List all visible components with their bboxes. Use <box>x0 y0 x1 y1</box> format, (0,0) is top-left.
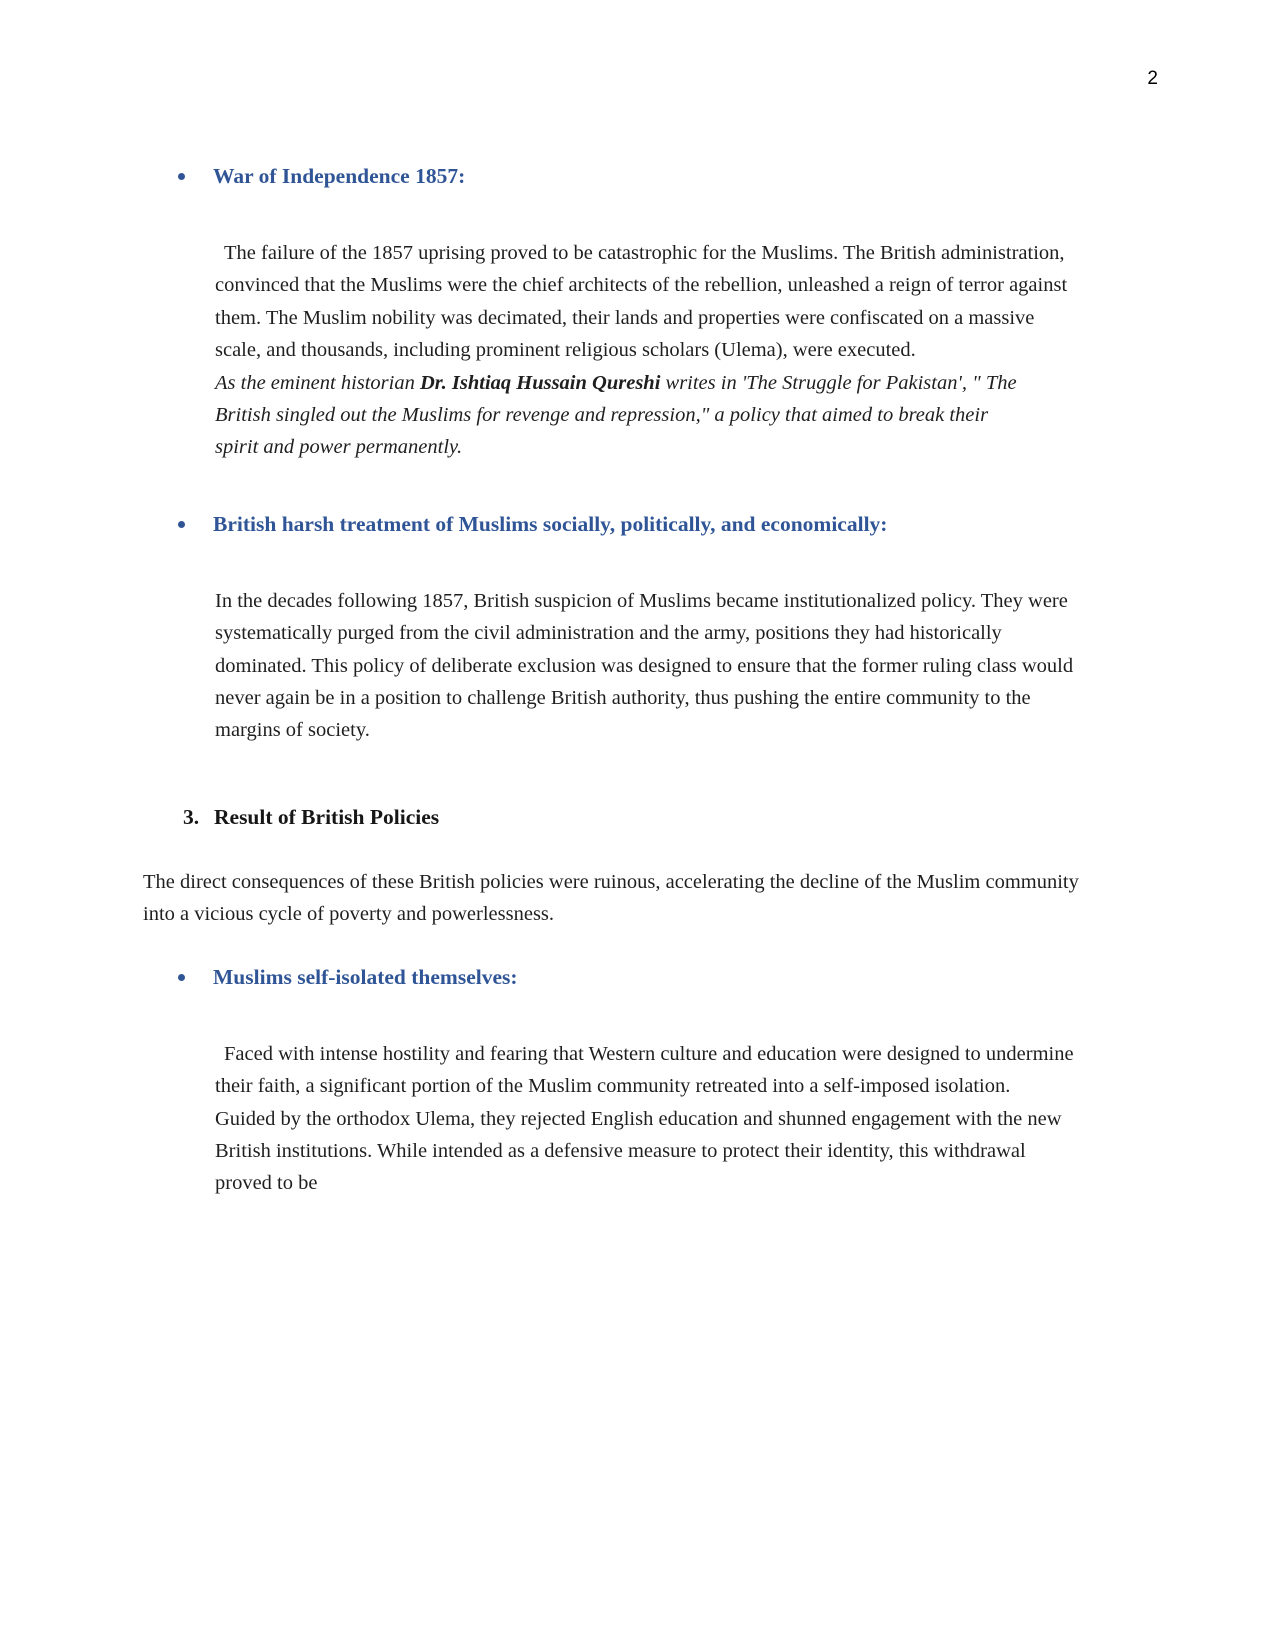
paragraph-result-intro: The direct consequences of these British policies were ruinous, accelerating the decline of the Muslim community into a vicious cycle of poverty and powerlessness. <box>143 870 1079 926</box>
spacer <box>0 994 1275 1038</box>
bullet-heading-label: War of Independence 1857: <box>213 164 466 188</box>
spacer <box>0 747 1275 805</box>
quote-author-name: Dr. Ishtiaq Hussain Qureshi <box>419 371 661 394</box>
numbered-heading-label: Result of British Policies <box>214 804 440 829</box>
bullet-heading-label: British harsh treatment of Muslims socially, politically, and economically: <box>213 511 888 536</box>
spacer <box>0 830 1275 866</box>
page-content <box>0 160 1275 1200</box>
numbered-heading-number: 3. <box>183 804 200 829</box>
page-number: 2 <box>1147 68 1158 89</box>
quote-rest-text: writes in 'The Struggle for Pakistan', " The British singled out the Muslims for revenge and repression," a policy that aimed to break their spirit and power permanently. <box>215 371 1017 459</box>
quote-lead-text: As the eminent historian <box>215 371 420 394</box>
bullet-heading-british-harsh-treatment <box>0 508 1275 541</box>
paragraph-muslims-self-isolated: Faced with intense hostility and fearing that Western culture and education were designed to undermine their faith, a significant portion of the Muslim community retreated into a self-imposed isolation. Guided by the orthodox Ulema, they rejected English education and shunned engagement with the new British institutions. While intended as a defensive measure to protect their identity, this withdrawal proved to be <box>215 1042 1074 1195</box>
bullet-heading-war-of-independence <box>0 160 1275 193</box>
bullet-heading-muslims-self-isolated <box>0 961 1275 994</box>
spacer <box>0 193 1275 237</box>
spacer <box>0 931 1275 961</box>
bullet-heading-label: Muslims self-isolated themselves: <box>213 964 518 989</box>
spacer <box>0 541 1275 585</box>
bullet-dot-icon <box>178 173 185 180</box>
quote-ishtiaq-hussain-qureshi <box>0 367 1275 464</box>
paragraph-british-harsh-treatment: In the decades following 1857, British suspicion of Muslims became institutionalized policy. They were systematically purged from the civil administration and the army, positions they had historically dominated. This policy of deliberate exclusion was designed to ensure that the former ruling class would never again be in a position to challenge British authority, thus pushing the entire community to the margins of society. <box>215 589 1074 742</box>
bullet-dot-icon <box>178 974 185 981</box>
paragraph-war-of-independence: The failure of the 1857 uprising proved to be catastrophic for the Muslims. The British administration, convinced that the Muslims were the chief architects of the rebellion, unleashed a reign of terror against them. The Muslim nobility was decimated, their lands and properties were confiscated on a massive scale, and thousands, including prominent religious scholars (Ulema), were executed. <box>215 242 1068 362</box>
numbered-heading-result-of-british-policies <box>0 805 1275 830</box>
bullet-dot-icon <box>178 521 185 528</box>
spacer <box>0 464 1275 508</box>
